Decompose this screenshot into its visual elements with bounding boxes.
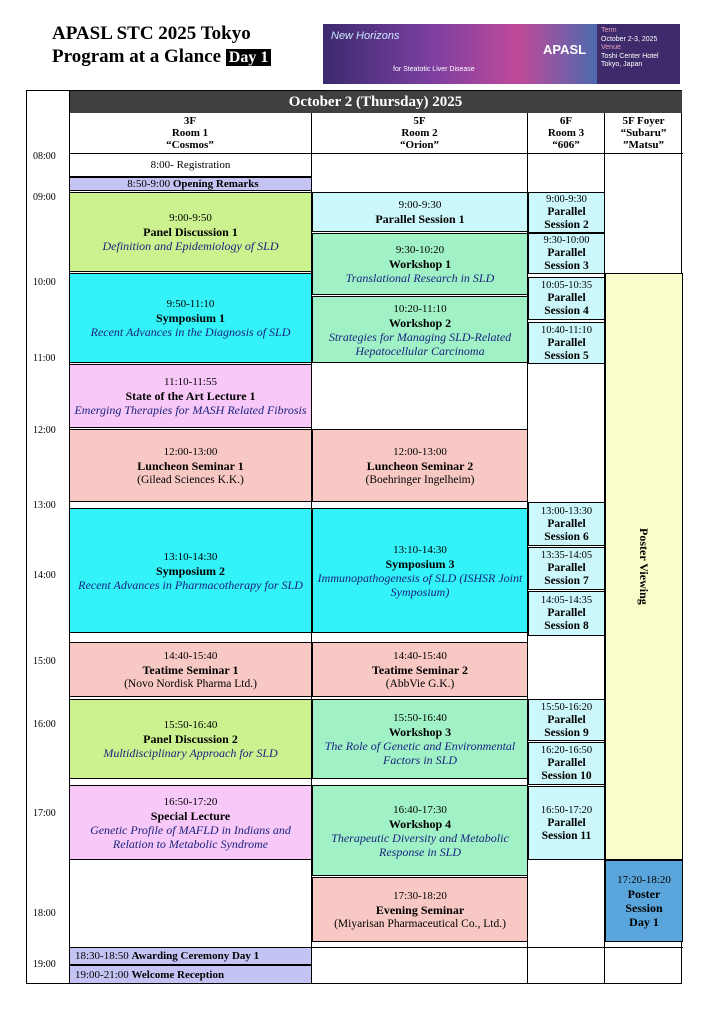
room2-floor: 5F [413, 115, 426, 127]
session-time: 10:20-11:10 [393, 302, 447, 315]
session-title: Teatime Seminar 1 [142, 662, 239, 677]
parallel-session-6 [528, 502, 605, 546]
session-subtitle: Translational Research in SLD [345, 271, 495, 285]
session-number: Session 6 [544, 530, 589, 543]
session-title: Panel Discussion 1 [143, 225, 238, 239]
session-time: 13:35-14:05 [540, 550, 593, 561]
teatime-seminar-1 [69, 642, 312, 697]
term-label: Term [601, 27, 617, 34]
symposium-1 [69, 273, 312, 363]
workshop-1 [312, 233, 528, 295]
term-value: October 2-3, 2025 [601, 35, 658, 43]
session-title: Parallel [547, 562, 586, 574]
session-time: 15:50-16:40 [393, 712, 447, 724]
room2-name: “Orion” [399, 139, 440, 151]
registration-text: 8:00- Registration [150, 159, 231, 171]
session-title-2: Session [625, 901, 663, 915]
session-number: Session 5 [544, 349, 589, 362]
session-title: Special Lecture [150, 808, 231, 823]
luncheon-seminar-1 [69, 429, 312, 502]
day-badge: Day 1 [226, 49, 272, 66]
workshop-2 [312, 296, 528, 363]
session-time: 9:00-9:50 [169, 212, 212, 224]
session-time: 12:00-13:00 [393, 445, 447, 458]
time-label: 19:00 [33, 959, 56, 970]
time-label: 18:00 [33, 908, 56, 919]
session-time: 9:30-10:20 [395, 244, 445, 256]
session-subtitle: The Role of Genetic and Environmental Factors in SLD [324, 739, 516, 767]
session-time: 16:20-16:50 [540, 745, 593, 756]
session-title: Parallel [547, 607, 586, 619]
welcome-reception-block [69, 965, 312, 984]
column-header-room2 [312, 114, 527, 152]
room3-name: “606” [552, 139, 580, 151]
teatime-seminar-2 [312, 642, 528, 697]
luncheon-seminar-2 [312, 429, 528, 502]
session-title: Workshop 1 [388, 257, 452, 271]
room3-floor: 6F [559, 115, 573, 127]
session-time: 10:05-10:35 [540, 280, 593, 291]
time-label: 11:00 [33, 353, 56, 364]
session-title: Parallel [547, 292, 586, 304]
session-day: Day 1 [629, 915, 659, 929]
opening-remarks-block [69, 177, 312, 191]
session-time: 9:00-9:30 [546, 194, 587, 205]
parallel-session-10 [528, 742, 605, 785]
time-label: 08:00 [33, 151, 56, 162]
column-header-foyer [605, 114, 682, 152]
session-time: 16:40-17:30 [393, 803, 447, 816]
session-subtitle: Immunopathogenesis of SLD (ISHSR Joint Symposium) [317, 570, 523, 599]
date-header: October 2 (Thursday) 2025 [69, 91, 682, 113]
column-header-room3 [528, 114, 604, 152]
session-time: 13:10-14:30 [393, 543, 447, 556]
foyer-name: ”Matsu” [623, 139, 664, 151]
venue-line-2: Tokyo, Japan [601, 61, 643, 68]
session-title: Luncheon Seminar 1 [137, 458, 244, 473]
session-title: Symposium 1 [155, 311, 226, 325]
session-title: Panel Discussion 2 [143, 732, 238, 746]
parallel-session-4 [528, 277, 605, 320]
session-title: Evening Seminar [375, 902, 465, 917]
parallel-session-9 [528, 699, 605, 741]
session-subtitle: Recent Advances in Pharmacotherapy for SLD [78, 577, 303, 592]
title-line-2 [52, 45, 271, 69]
session-sponsor: (Miyarisan Pharmaceutical Co., Ltd.) [334, 917, 506, 930]
session-sponsor: (Novo Nordisk Pharma Ltd.) [124, 677, 257, 690]
title-line-1: APASL STC 2025 Tokyo [52, 23, 251, 44]
room3-room: Room 3 [547, 127, 585, 139]
time-label: 14:00 [33, 570, 56, 581]
time-label: 10:00 [33, 277, 56, 288]
session-title: Parallel [547, 713, 586, 726]
session-title: Parallel [547, 757, 586, 769]
welcome-title: Welcome Reception [131, 968, 225, 981]
session-time: 13:00-13:30 [540, 505, 593, 517]
registration-block [69, 153, 312, 177]
session-title: Workshop 2 [388, 315, 452, 330]
session-subtitle: Definition and Epidemiology of SLD [102, 239, 279, 253]
panel-discussion-1 [69, 192, 312, 272]
venue-line-1: Toshi Center Hotel [601, 52, 659, 60]
session-title: Parallel [547, 206, 586, 218]
session-subtitle: Multidisciplinary Approach for SLD [103, 746, 278, 760]
event-banner [323, 24, 680, 84]
parallel-session-5 [528, 322, 605, 364]
evening-seminar [312, 877, 528, 942]
parallel-session-3 [528, 233, 605, 274]
page-title [52, 22, 271, 69]
foyer-room: “Subaru” [620, 127, 667, 139]
session-time: 14:40-15:40 [393, 649, 447, 662]
time-label: 12:00 [33, 425, 56, 436]
special-lecture [69, 785, 312, 860]
time-label: 09:00 [33, 192, 56, 203]
session-time: 16:50-17:20 [163, 795, 218, 808]
title-text: Program at a Glance [52, 46, 222, 67]
time-label: 15:00 [33, 656, 56, 667]
session-time: 17:30-18:20 [393, 889, 447, 902]
session-time: 9:50-11:10 [166, 298, 215, 310]
opening-title: Opening Remarks [172, 178, 259, 190]
session-title: Parallel [547, 517, 586, 530]
time-label: 17:00 [33, 808, 56, 819]
room1-name: “Cosmos” [166, 139, 214, 151]
poster-session-day1 [605, 860, 683, 942]
poster-viewing-label: Poster Viewing [637, 528, 651, 605]
session-title: Luncheon Seminar 2 [366, 458, 474, 473]
session-time: 12:00-13:00 [163, 445, 218, 458]
room1-room: Room 1 [171, 127, 209, 139]
session-title: Teatime Seminar 2 [372, 662, 468, 677]
session-sponsor: (Boehringer Ingelheim) [365, 473, 475, 486]
session-subtitle: Emerging Therapies for MASH Related Fibrosis [74, 403, 307, 417]
session-number: Session 2 [544, 219, 589, 231]
welcome-time: 19:00-21:00 [75, 968, 129, 981]
schedule-grid [26, 90, 682, 984]
session-sponsor: (Gilead Sciences K.K.) [137, 473, 244, 486]
session-time: 14:05-14:35 [540, 595, 593, 606]
session-number: Session 8 [544, 620, 589, 632]
banner-headline: New Horizons [331, 30, 400, 42]
session-sponsor: (AbbVie G.K.) [385, 677, 455, 690]
session-time: 15:50-16:40 [163, 719, 218, 731]
parallel-session-1 [312, 192, 528, 232]
poster-viewing-block [605, 273, 683, 860]
session-time: 9:30-10:00 [543, 235, 590, 246]
session-subtitle: Therapeutic Diversity and Metabolic Response in SLD [331, 830, 509, 859]
session-title: Poster [627, 887, 661, 901]
session-title: Symposium 2 [155, 563, 226, 578]
apasl-logo: APASL [543, 42, 587, 57]
parallel-session-2 [528, 192, 605, 233]
banner-subtitle: for Steatotic Liver Disease [393, 66, 475, 73]
column-header-room1 [69, 114, 311, 152]
session-title: Parallel [547, 247, 586, 259]
venue-label: Venue [601, 44, 621, 51]
award-time: 18:30-18:50 [75, 950, 129, 962]
session-title: Parallel [547, 336, 586, 349]
session-title: Parallel Session 1 [375, 212, 465, 226]
parallel-session-8 [528, 591, 605, 636]
session-time: 10:40-11:10 [541, 324, 592, 336]
session-title: Parallel [547, 816, 586, 829]
room2-room: Room 2 [401, 127, 438, 139]
session-time: 9:00-9:30 [398, 199, 442, 211]
session-number: Session 10 [541, 770, 592, 782]
session-time: 13:10-14:30 [163, 550, 218, 563]
session-time: 11:10-11:55 [164, 376, 217, 388]
panel-discussion-2 [69, 699, 312, 779]
session-number: Session 11 [541, 829, 592, 842]
session-number: Session 4 [544, 305, 589, 317]
time-label: 13:00 [33, 500, 56, 511]
parallel-session-7 [528, 547, 605, 590]
session-subtitle: Genetic Profile of MAFLD in Indians and Relation to Metabolic Syndrome [90, 822, 291, 851]
banner-info [597, 24, 680, 84]
awarding-ceremony-block [69, 947, 312, 965]
symposium-3 [312, 508, 528, 633]
parallel-session-11 [528, 786, 605, 860]
symposium-2 [69, 508, 312, 633]
session-time: 16:50-17:20 [540, 804, 593, 816]
session-time: 17:20-18:20 [617, 874, 671, 886]
session-title: Symposium 3 [385, 556, 455, 571]
award-title: Awarding Ceremony Day 1 [131, 950, 260, 962]
session-subtitle: Strategies for Managing SLD-Related Hepatocellular Carcinoma [328, 329, 512, 358]
workshop-3 [312, 699, 528, 779]
state-of-the-art-lecture-1 [69, 364, 312, 428]
opening-time: 8:50-9:00 [127, 178, 171, 190]
session-time: 14:40-15:40 [163, 649, 218, 662]
session-title: Workshop 4 [388, 816, 452, 831]
workshop-4 [312, 785, 528, 876]
session-number: Session 3 [544, 260, 589, 272]
session-time: 15:50-16:20 [540, 701, 593, 713]
session-title: Workshop 3 [388, 725, 452, 739]
session-number: Session 9 [544, 726, 589, 739]
time-label: 16:00 [33, 719, 56, 730]
room1-floor: 3F [183, 115, 197, 127]
session-subtitle: Recent Advances in the Diagnosis of SLD [90, 325, 291, 339]
session-number: Session 7 [544, 575, 589, 587]
session-title: State of the Art Lecture 1 [125, 389, 256, 403]
foyer-floor: 5F Foyer [622, 115, 665, 127]
